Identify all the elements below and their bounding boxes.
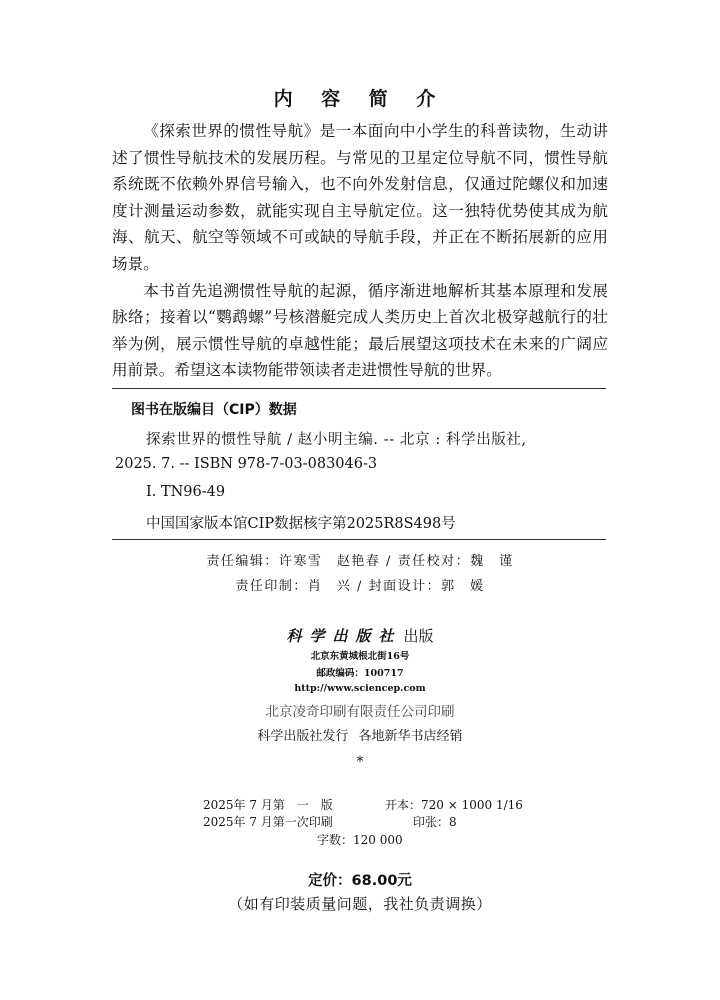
printing-info: 2025年 7 月第一次印刷 — [203, 815, 333, 829]
intro-paragraph-2: 本书首先追溯惯性导航的起源，循序渐进地解析其基本原理和发展脉络；接着以“鹦鹉螺”号核潜艇完成人类历史上首次北极穿越航行的壮举为例，展示惯性导航的卓越性能；最后展望这项技术在未来的广阔应用前景。希望这本读物能带领读者走进惯性导航的世界。 — [112, 281, 608, 380]
credits-line-2: 责任印制：肖 兴 / 封面设计：郭 媛 — [235, 579, 485, 594]
edition-info: 2025年 7 月第 一 版 — [203, 798, 333, 812]
words-info: 字数：120 000 — [317, 833, 403, 847]
star-separator: * — [356, 754, 364, 770]
sheets-info: 印张：8 — [413, 815, 457, 829]
printer-line: 北京凌奇印刷有限责任公司印刷 — [265, 704, 455, 720]
quality-notice: （如有印装质量问题，我社负责调换） — [228, 895, 492, 913]
publisher-logo: 科学出版社 — [286, 627, 402, 645]
cip-line-1: 探索世界的惯性导航 / 赵小明主编. -- 北京 : 科学出版社, — [146, 432, 527, 448]
cip-line-4: 中国国家版本馆CIP数据核字第2025R8S498号 — [146, 516, 456, 532]
format-info: 开本：720 × 1000 1/16 — [385, 798, 523, 812]
price: 定价：68.00元 — [308, 873, 412, 889]
cip-line-2: 2025. 7. -- ISBN 978-7-03-083046-3 — [115, 456, 378, 472]
publisher-url: http://www.sciencep.com — [294, 683, 426, 694]
cip-line-3: Ⅰ. TN96-49 — [146, 484, 226, 500]
divider-top — [112, 388, 606, 389]
publisher-block — [0, 625, 720, 646]
publisher-postal: 邮政编码：100717 — [316, 668, 404, 679]
publisher-address: 北京东黄城根北街16号 — [310, 651, 410, 662]
intro-text — [112, 118, 608, 384]
publisher-suffix: 出版 — [403, 627, 434, 645]
cip-heading: 图书在版编目（CIP）数据 — [131, 402, 297, 418]
intro-paragraph-1: 《探索世界的惯性导航》是一本面向中小学生的科普读物，生动讲述了惯性导航技术的发展历程。与常见的卫星定位导航不同，惯性导航系统既不依赖外界信号输入，也不向外发射信息，仅通过陀螺仪和加速度计测量运动参数，就能实现自主导航定位。这一独特优势使其成为航海、航天、航空等领域不可或缺的导航手段，并正在不断拓展新的应用场景。 — [112, 122, 608, 273]
page-title: 内 容 简 介 — [273, 88, 447, 110]
distributor-line: 科学出版社发行 各地新华书店经销 — [257, 729, 463, 744]
divider-bottom — [112, 539, 606, 540]
credits-line-1: 责任编辑：许寒雪 赵艳春 / 责任校对：魏 谨 — [206, 554, 514, 569]
